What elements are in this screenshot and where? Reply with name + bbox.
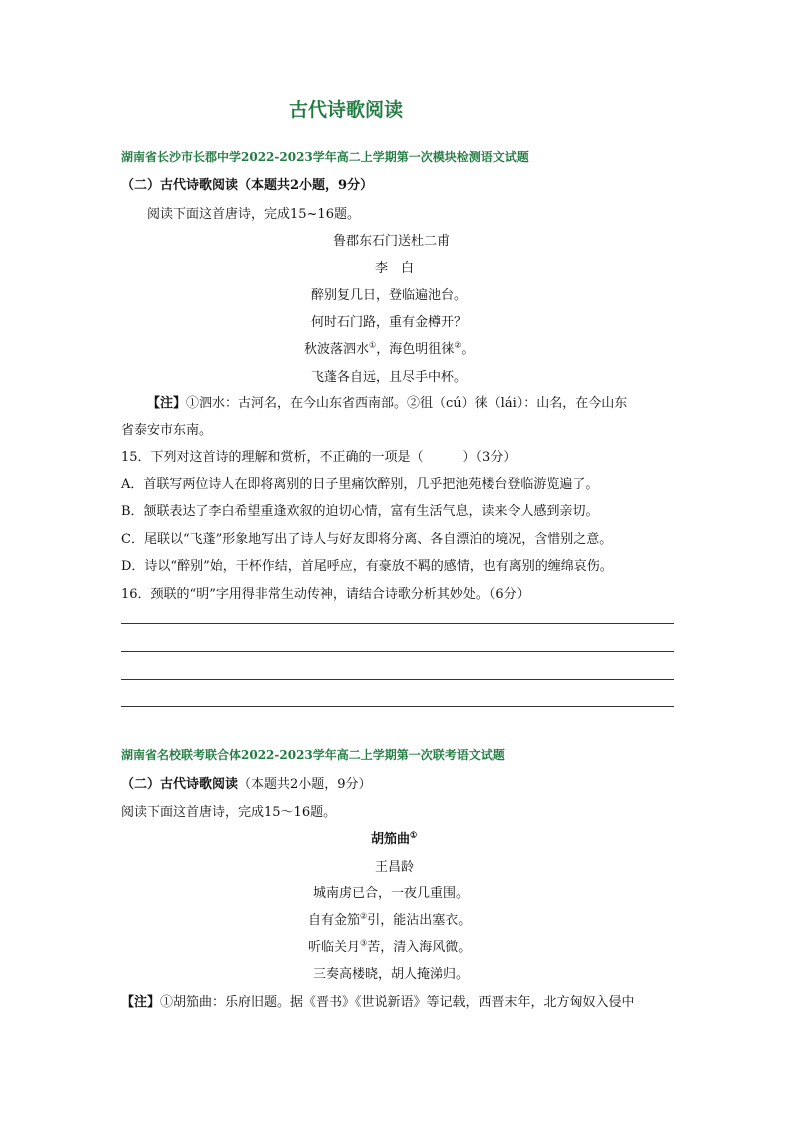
poem-author-1: 李 白 — [375, 261, 415, 276]
poem-line-part: ，海色明徂徕 — [376, 342, 455, 357]
instruction-2: 阅读下面这首唐诗，完成15～16题。 — [121, 805, 337, 820]
note-1-line-1 — [147, 392, 627, 411]
question-15: 15．下列对这首诗的理解和赏析，不正确的一项是（ ）（3分） — [121, 450, 517, 465]
note-label: 【注】 — [121, 995, 161, 1010]
instruction-1: 阅读下面这首唐诗，完成15~16题。 — [147, 207, 360, 222]
poem-line-part: 。 — [461, 342, 475, 357]
poem-line-part: 引，能沾出塞衣。 — [367, 913, 472, 928]
note-2 — [121, 991, 635, 1010]
answer-line — [121, 623, 674, 624]
answer-line — [121, 679, 674, 680]
answer-line — [121, 651, 674, 652]
note-label: 【注】 — [147, 396, 187, 411]
note-text: ①泗水：古河名，在今山东省西南部。②徂（cú）徕（lái）：山名，在今山东 — [186, 396, 628, 411]
poem-author-2: 王昌龄 — [375, 860, 415, 875]
footnote-marker: ① — [369, 340, 377, 350]
section-header-rest: （本题共2小题，9分） — [238, 777, 372, 792]
poem-title-text: 胡笳曲 — [371, 832, 411, 847]
poem-line-part: 苦，清入海风微。 — [367, 940, 472, 955]
poem-line: 三奏高楼晓，胡人掩涕归。 — [313, 967, 470, 982]
poem-line — [308, 909, 471, 928]
section-header-1: （二）古代诗歌阅读（本题共2小题，9分） — [121, 178, 374, 193]
poem-line-part: 听临关月 — [308, 940, 361, 955]
source-title-1: 湖南省长沙市长郡中学2022-2023学年高二上学期第一次模块检测语文试题 — [121, 150, 529, 164]
poem-line: 飞蓬各自远，且尽手中杯。 — [311, 370, 468, 385]
source-title-2: 湖南省名校联考联合体2022-2023学年高二上学期第一次联考语文试题 — [121, 748, 505, 762]
poem-line — [308, 936, 471, 955]
footnote-marker: ③ — [360, 938, 368, 948]
answer-line — [121, 706, 674, 707]
note-text: ①胡笳曲：乐府旧题。据《晋书》《世说新语》等记载，西晋末年，北方匈奴入侵中 — [160, 995, 635, 1010]
poem-title-1: 鲁郡东石门送杜二甫 — [333, 234, 451, 249]
question-16: 16．颈联的“明”字用得非常生动传神，请结合诗歌分析其妙处。（6分） — [121, 587, 530, 602]
option-b: B．颔联表达了李白希望重逢欢叙的迫切心情，富有生活气息，读来令人感到亲切。 — [121, 504, 599, 519]
option-a: A．首联写两位诗人在即将离别的日子里痛饮醉别，几乎把池苑楼台登临游览遍了。 — [121, 477, 599, 492]
footnote-marker: ② — [360, 911, 368, 921]
section-header-bold: （二）古代诗歌阅读 — [121, 777, 239, 792]
poem-line: 何时石门路，重有金樽开？ — [311, 315, 468, 330]
option-d: D．诗以“醉别”始，干杯作结，首尾呼应，有豪放不羁的感情，也有离别的缠绵哀伤。 — [121, 559, 613, 574]
option-c: C．尾联以“飞蓬”形象地写出了诗人与好友即将分离、各自漂泊的境况，含惜别之意。 — [121, 532, 613, 547]
footnote-marker: ② — [454, 340, 462, 350]
poem-title-2 — [371, 828, 417, 847]
poem-line-part: 自有金笳 — [308, 913, 361, 928]
note-1-line-2: 省泰安市东南。 — [121, 423, 213, 438]
page-title: 古代诗歌阅读 — [289, 99, 404, 121]
poem-line — [304, 338, 474, 357]
section-header-2 — [121, 773, 372, 792]
poem-line: 醉别复几日，登临遍池台。 — [311, 288, 468, 303]
poem-line: 城南虏已合，一夜几重围。 — [313, 886, 470, 901]
poem-line-part: 秋波落泗水 — [304, 342, 370, 357]
footnote-marker: ① — [410, 829, 418, 840]
